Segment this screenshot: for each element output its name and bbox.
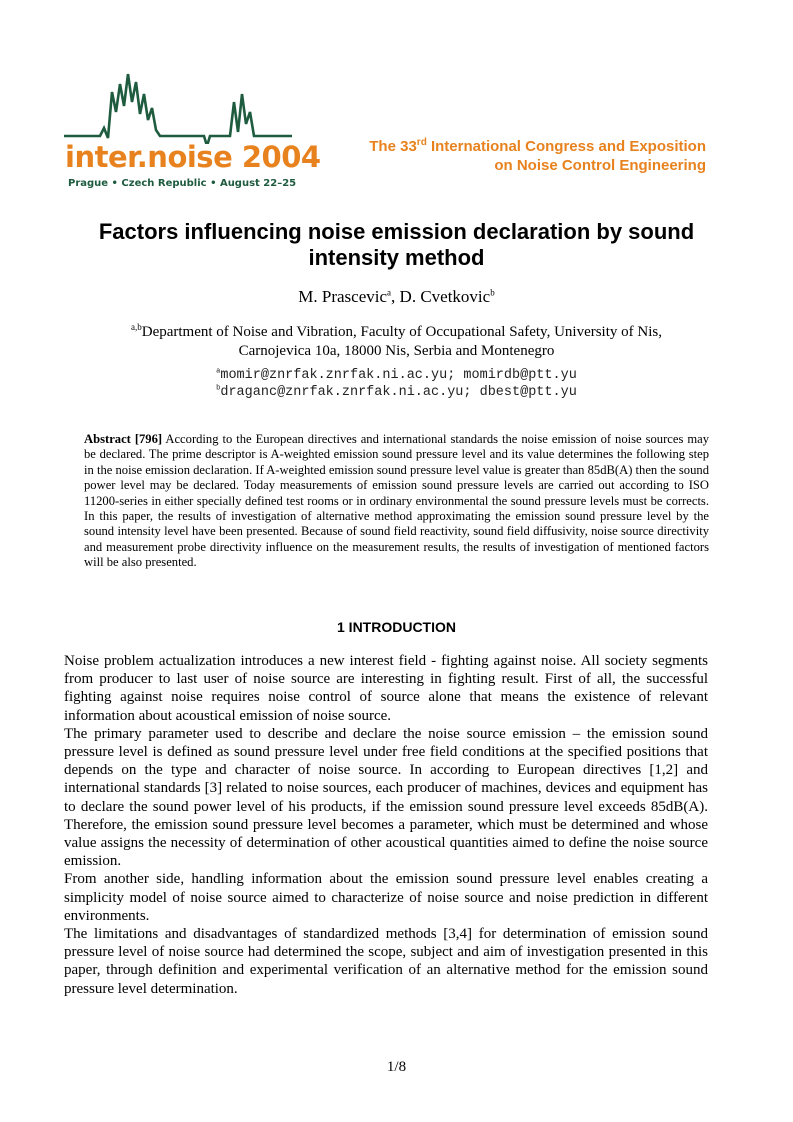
introduction-body <box>64 652 708 998</box>
paragraph: Noise problem actualization introduces a new interest field - fighting against noise. All society segments from producer to last user of noise source are interesting in fighting result. First of all, the successful fighting against noise requires noise control of source alone that means the existence of relevant information about acoustical emission of noise source. <box>64 653 708 724</box>
congress-line-2: on Noise Control Engineering <box>494 157 706 174</box>
paragraph: The primary parameter used to describe and declare the noise source emission – the emission sound pressure level is defined as sound pressure level under free field conditions at the specified positions that depends on the type and character of noise source. In according to European directives [1,2] and international standards [3] related to noise sources, each producer of machines, devices and equipment has to declare the sound power level of his products, if the emission sound pressure level exceeds 85dB(A). Therefore, the emission sound pressure level becomes a parameter, which must be determined and whose value assigns the necessity of determination of other acoustical quantities aimed to define the noise source emission. <box>64 725 708 870</box>
abstract <box>84 432 709 571</box>
logo-wordmark: inter.noise 2004 <box>65 140 321 174</box>
congress-heading <box>369 137 706 175</box>
section-heading: 1 INTRODUCTION <box>337 619 456 635</box>
paper-title: Factors influencing noise emission declaration by sound intensity method <box>98 219 695 270</box>
noise-waveform-graphic <box>62 72 294 144</box>
congress-line-1: The 33rd International Congress and Exposition <box>369 137 706 155</box>
email-line: $^a$momir@znrfak.znrfak.ni.ac.yu; momirdb@ptt.yu <box>216 367 577 383</box>
author-name: D. Cvetkovic <box>399 287 491 306</box>
page-number: 1/8 <box>386 1059 407 1075</box>
author-emails <box>0 367 793 401</box>
author-name: M. Prascevic <box>298 287 388 306</box>
author-list: M. Prascevic$^a$, D. Cvetkovic$^b$ <box>298 287 495 306</box>
email-line: $^b$draganc@znrfak.znrfak.ni.ac.yu; dbest@ptt.yu <box>216 384 577 400</box>
abstract-label: Abstract [796] <box>84 432 163 446</box>
conference-logo <box>62 72 321 194</box>
paragraph: From another side, handling information about the emission sound pressure level enables creating a simplicity model of noise source aimed to characterize of noise source and noise prediction in different environments. <box>64 871 708 924</box>
abstract-text: According to the European directives and international standards the noise emission of noise sources may be declared. The prime descriptor is A-weighted emission sound pressure level and its value determines the following step in the noise emission declaration. If A-weighted emission sound pressure level value is greater than 85dB(A) then the sound power level may be declared. Today measurements of emission sound pressure levels are carried out according to ISO 11200-series in either specially defined test rooms or in ordinary environmental the sound pressure levels must be corrects. In this paper, the results of investigation of alternative method approximating the emission sound pressure level by the sound intensity level have been presented. Because of sound field reactivity, sound field diffusivity, noise source directivity and measurement probe directivity influence on the measurement results, the results of investigation of mentioned factors will be also presented. <box>84 432 709 570</box>
logo-tagline: Prague • Czech Republic • August 22–25 <box>68 178 297 189</box>
affiliation: $^{a,b}$Department of Noise and Vibration, Faculty of Occupational Safety, University of Nis, Carnojevica 10a, 18000 Nis, Serbia and Montenegro <box>131 322 662 359</box>
paragraph: The limitations and disadvantages of standardized methods [3,4] for determination of emission sound pressure level of noise source had determined the scope, subject and aim of investigation presented in this paper, through definition and experimental verification of an alternative method for the emission sound pressure level determination. <box>64 926 708 997</box>
